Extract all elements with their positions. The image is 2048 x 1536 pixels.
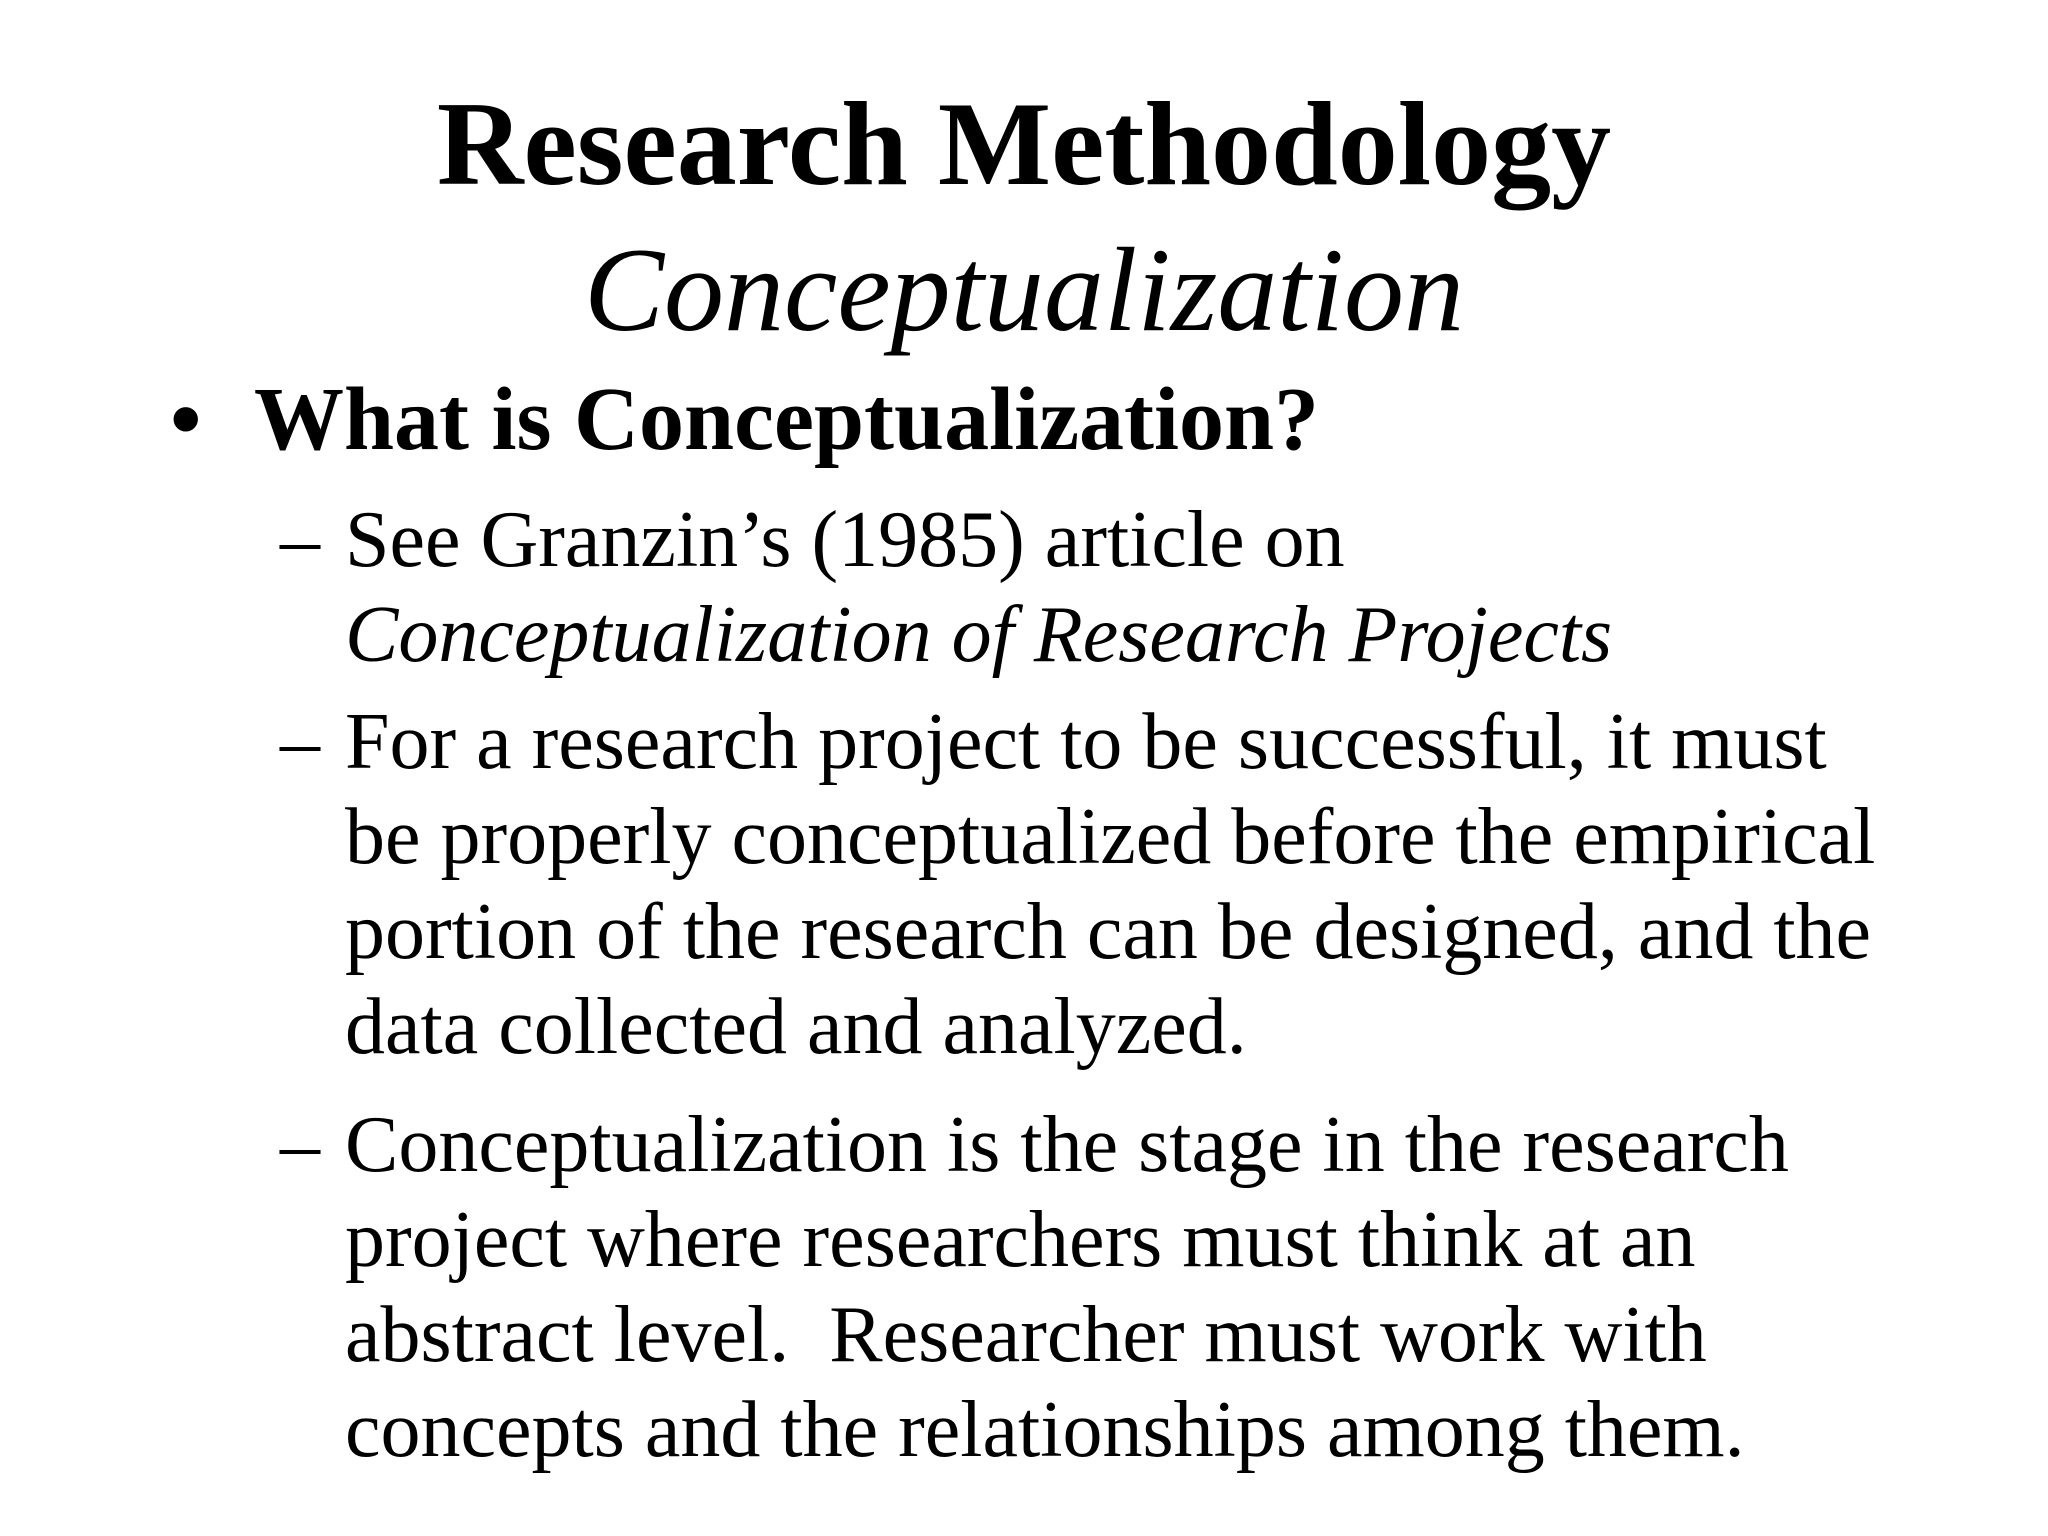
subpoint-text — [345, 695, 1920, 1075]
subpoint-line: abstract level. Researcher must work with — [345, 1291, 1707, 1379]
subpoint-successful-project — [280, 695, 1920, 1075]
subpoint-line: Conceptualization is the stage in the research — [345, 1101, 1789, 1189]
subpoint-granzin-article — [280, 493, 1920, 683]
subpoint-line: data collected and analyzed. — [345, 983, 1247, 1071]
article-title: Conceptualization of Research Projects — [345, 591, 1613, 679]
bullet-item — [170, 366, 1319, 474]
bullet-text: What is Conceptualization? — [254, 370, 1320, 469]
subpoint-line: be properly conceptualized before the empirical — [345, 793, 1876, 881]
dash-marker: – — [280, 698, 320, 786]
subpoint-line: concepts and the relationships among them. — [345, 1386, 1745, 1474]
subpoint-line: See Granzin’s (1985) article on — [345, 496, 1345, 584]
dash-marker: – — [280, 1101, 320, 1189]
subpoint-line: project where researchers must think at an — [345, 1196, 1696, 1284]
slide-subtitle: Conceptualization — [584, 223, 1464, 356]
subpoint-line: For a research project to be successful, it must — [345, 698, 1827, 786]
subpoint-line: portion of the research can be designed, and the — [345, 888, 1872, 976]
dash-marker: – — [280, 496, 320, 584]
subpoint-text — [345, 1098, 1920, 1478]
slide-title: Research Methodology — [436, 77, 1612, 210]
bullet-marker: • — [170, 370, 202, 469]
subpoint-text — [345, 493, 1920, 683]
subpoint-conceptualization-stage — [280, 1098, 1920, 1478]
